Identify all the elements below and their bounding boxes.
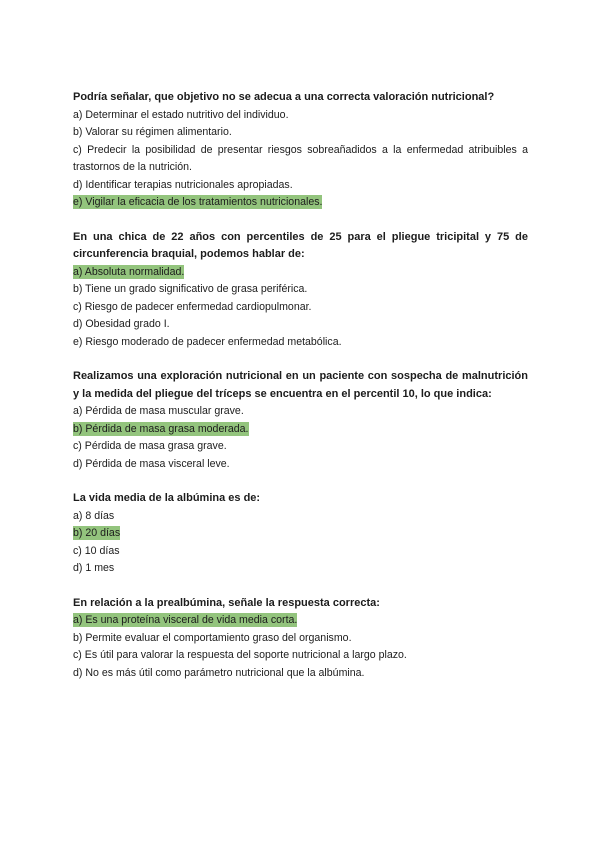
answer-option: a) Pérdida de masa muscular grave. xyxy=(73,405,244,417)
answer-option: d) Obesidad grado I. xyxy=(73,318,170,330)
answer-option: b) Tiene un grado significativo de grasa periférica. xyxy=(73,283,308,295)
question-text: La vida media de la albúmina es de: xyxy=(73,492,261,504)
answer-option: a) 8 días xyxy=(73,509,115,522)
question-text: Realizamos una exploración nutricional en un paciente con sospecha de malnutrición y la medida del pliegue del tríceps se encuentra en el percentil 10, lo que indica: xyxy=(73,370,528,400)
question-2 xyxy=(73,229,528,352)
answer-option: d) Pérdida de masa visceral leve. xyxy=(73,457,230,470)
answer-option: b) Permite evaluar el comportamiento graso del organismo. xyxy=(73,631,352,644)
answer-option: d) Identificar terapias nutricionales apropiadas. xyxy=(73,178,293,191)
correct-answer-option: a) Absoluta normalidad. xyxy=(73,265,185,278)
correct-answer-option: e) Vigilar la eficacia de los tratamientos nutricionales. xyxy=(73,196,323,208)
question-5 xyxy=(73,595,528,683)
answer-option: d) No es más útil como parámetro nutricional que la albúmina. xyxy=(73,666,365,679)
answer-option: b) Valorar su régimen alimentario. xyxy=(73,126,232,138)
answer-option: a) Determinar el estado nutritivo del individuo. xyxy=(73,108,289,121)
correct-answer-option: a) Es una proteína visceral de vida media corta. xyxy=(73,614,298,626)
answer-option: c) Riesgo de padecer enfermedad cardiopulmonar. xyxy=(73,300,312,313)
question-1 xyxy=(73,89,528,212)
answer-option: d) 1 mes xyxy=(73,562,115,574)
answer-option: c) Predecir la posibilidad de presentar riesgos sobreañadidos a la enfermedad atribuibles a trastornos de la nutrición. xyxy=(73,143,528,173)
question-text: En una chica de 22 años con percentiles de 25 para el pliegue tricipital y 75 de circunferencia braquial, podemos hablar de: xyxy=(73,230,528,260)
question-4 xyxy=(73,490,528,578)
correct-answer-option: b) 20 días xyxy=(73,527,121,539)
answer-option: c) 10 días xyxy=(73,544,120,557)
answer-option: c) Es útil para valorar la respuesta del soporte nutricional a largo plazo. xyxy=(73,649,407,661)
question-text: Podría señalar, que objetivo no se adecua a una correcta valoración nutricional? xyxy=(73,91,495,103)
question-3 xyxy=(73,368,528,473)
correct-answer-option: b) Pérdida de masa grasa moderada. xyxy=(73,422,249,435)
answer-option: c) Pérdida de masa grasa grave. xyxy=(73,440,227,452)
answer-option: e) Riesgo moderado de padecer enfermedad metabólica. xyxy=(73,335,342,348)
document-page xyxy=(73,89,528,699)
question-text: En relación a la prealbúmina, señale la respuesta correcta: xyxy=(73,596,380,609)
